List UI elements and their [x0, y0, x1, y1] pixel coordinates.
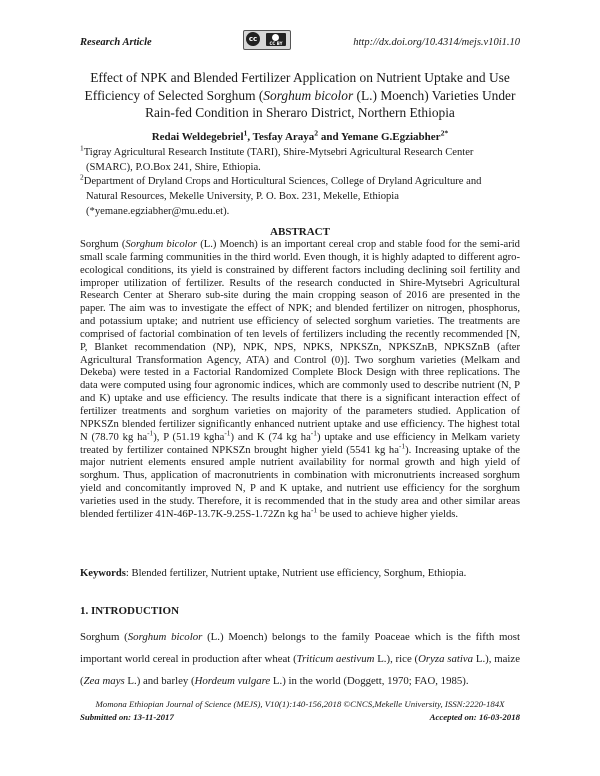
affiliation-1: $^1$Tigray Agricultural Research Institute (TARI), Shire-Mytsebri Agricultural Research Center (SMARC), P.O.Box 241, Shire, Ethiopia. — [80, 143, 474, 173]
affiliation-2: $^2$Department of Dryland Crops and Horticultural Sciences, College of Dryland Agriculture and Natural Resources, Mekelle University, P. O. Box. 231, Mekelle, Ethiopia (*yemane.egziabher@mu.edu.et). — [80, 174, 520, 219]
title-line-1: Effect of NPK and Blended Fertilizer Application on Nutrient Uptake and Use — [90, 70, 510, 85]
submission-dates — [80, 712, 520, 724]
keywords: Keywords: Blended fertilizer, Nutrient uptake, Nutrient use efficiency, Sorghum, Ethiopia. — [80, 568, 467, 579]
accepted-date: Accepted on: 16-03-2018 — [429, 712, 520, 722]
author-list: Redai Weldegebriel$^1$, Tesfay Araya$^2$ and Yemane G.Egziabher$^{2*}$ — [151, 128, 449, 143]
introduction-paragraph: Sorghum (Sorghum bicolor (L.) Moench) belongs to the family Poaceae which is the fifth most important world cereal in production after wheat (Triticum aestivum L.), rice (Oryza sativa L.), maize (Zea mays L.) and barley (Hordeum vulgare L.) in the world (Doggett, 1970; FAO, 1985). — [80, 631, 520, 687]
running-header — [80, 37, 520, 53]
introduction-heading: 1. INTRODUCTION — [80, 605, 180, 617]
corresponding-email[interactable]: (*yemane.egziabher@mu.edu.et). — [86, 206, 230, 217]
keywords-label: Keywords — [80, 568, 126, 579]
abstract-body: Sorghum (Sorghum bicolor (L.) Moench) is an important cereal crop and stable food for the semi-arid small scale farming communities in the third world. Even though, it is highly adapted to different agro-ecological conditions, its yield is constrained by different factors including declining soil fertility and improper utilization of fertilizer. Results of the research conducted in Shire-Mytsebri Agricultural Research Center at Sheraro sub-site during the main cropping season of 2016 are presented in the paper. The aim was to investigate the effect of NPK; and blended fertilizer on nitrogen, phosphorus, and potassium uptake; and nutrient use efficiency of selected sorghum varieties. The treatments are comprised of factorial combination of ten levels of fertilizers including the recently recommended [N, P, Blanket recommendation (NP), NPK, NPS, NPKS, NPKSZn, NPKSZnB, NPKSZnB (after Agricultural Transformation Agency, ATA) and Control (0)]. Two sorghum varieties (Melkam and Dekeba) were tested in a Factorial Randomized Complete Block Design with three replications. The data were computed using four agronomic indices, which are commonly used to describe nutrient (N, P and K) uptake and use efficiency. The results indicate that there is a significant interaction effect of fertilizer treatments and sorghum varieties on majority of the parameters studied. Application of NPKSZn blended fertilizer significantly enhanced nutrient uptake and use efficiency. The highest total N (78.70 kg $ha^{-1}$), P (51.19 kgha$^{-1}$) and K (74 kg $ha^{-1}$) uptake and use efficiency in Melkam variety treated by fertilizer contained NPKSZn brought higher yield (5541 kg $ha^{-1}$). Increasing uptake of the major nutrient elements ensured ample nutrient availability for normal growth and high yield of sorghum. Thus, application of macronutrients in combination with micronutrients increased sorghum yield and concomitantly improved N, P and K uptake, and nutrient use efficiency for the sorghum varieties used in the study. Therefore, it is recommended that in the study area and other similar areas blended fertilizer 41N-46P-13.7K-9.25S-1.72Zn kg $ha^{-1}$ be used to achieve higher yields. — [80, 239, 520, 520]
doi-link[interactable]: http://dx.doi.org/10.4314/mejs.v10i1.10 — [353, 37, 520, 48]
creative-commons-icon: cc — [246, 32, 260, 46]
person-icon — [272, 34, 279, 41]
title-line-3: Rain-fed Condition in Sheraro District, Northern Ethiopia — [145, 105, 455, 120]
abstract-heading: ABSTRACT — [270, 226, 330, 238]
attribution-icon — [266, 33, 286, 46]
cc-by-license-icon[interactable] — [243, 30, 291, 50]
paper-title — [80, 69, 520, 122]
submitted-date: Submitted on: 13-11-2017 — [80, 712, 174, 722]
journal-footer: Momona Ethiopian Journal of Science (MEJS), V10(1):140-156,2018 ©CNCS,Mekelle University, ISSN:2220-184X — [95, 699, 505, 709]
title-line-2: Efficiency of Selected Sorghum (Sorghum bicolor (L.) Moench) Varieties Under — [84, 87, 516, 103]
article-type-label: Research Article — [80, 37, 152, 48]
license-badge-text: CC BY — [269, 41, 283, 46]
